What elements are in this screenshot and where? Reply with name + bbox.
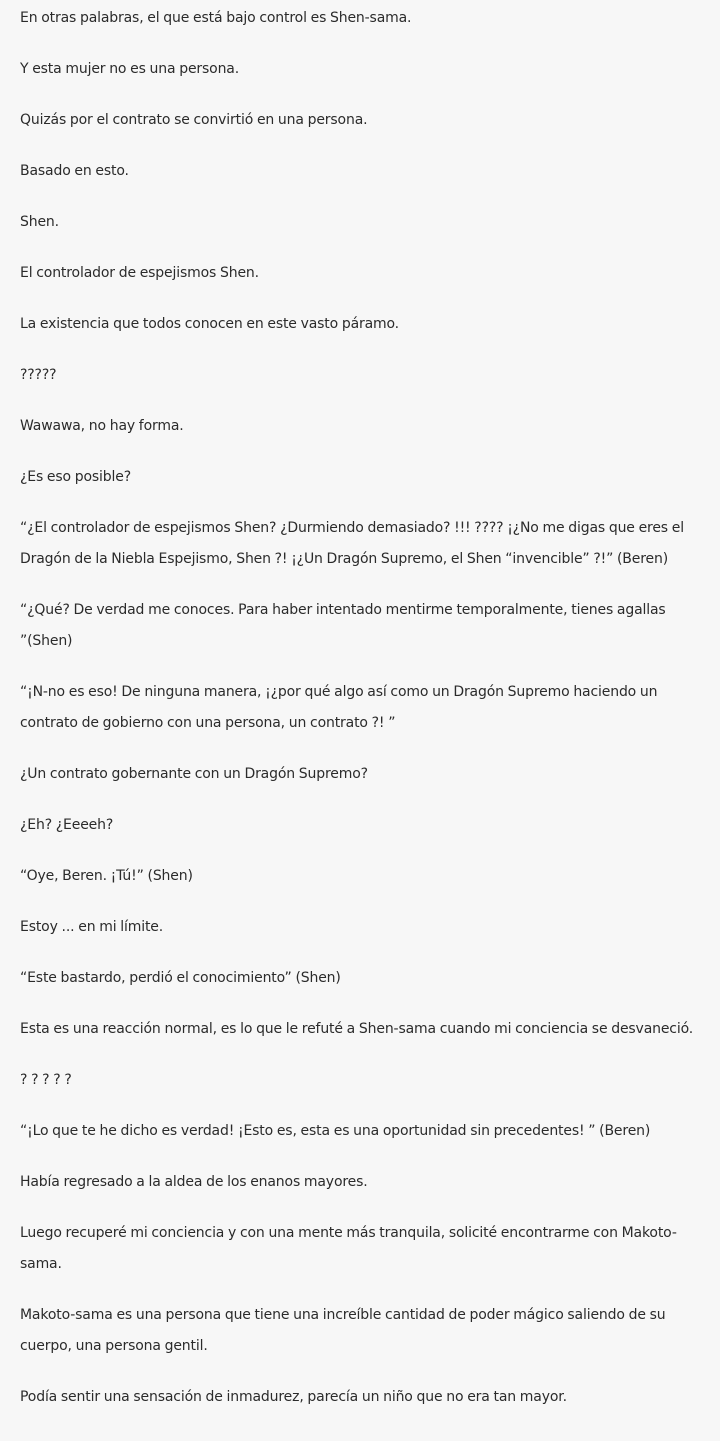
paragraph: El controlador de espejismos Shen. [20,265,259,281]
chapter-text [20,0,700,1413]
paragraph-gap [20,1198,700,1218]
paragraph: Quizás por el contrato se convirtió en una persona. [20,112,368,128]
paragraph-gap [20,892,700,912]
paragraph-gap [20,340,700,360]
paragraph-gap [20,575,700,595]
paragraph: Podía sentir una sensación de inmadurez, parecía un niño que no era tan mayor. [20,1389,567,1405]
paragraph-gap [20,187,700,207]
paragraph-gap [20,739,700,759]
paragraph: ? ? ? ? ? [20,1072,72,1088]
paragraph-gap [20,289,700,309]
paragraph-gap [20,493,700,513]
paragraph-gap [20,994,700,1014]
paragraph: ¿Eh? ¿Eeeeh? [20,817,114,833]
paragraph: “¡Lo que te he dicho es verdad! ¡Esto es, esta es una oportunidad sin precedentes! ” (Beren) [20,1123,651,1139]
paragraph: Wawawa, no hay forma. [20,418,184,434]
paragraph: Y esta mujer no es una persona. [20,61,240,77]
paragraph: Basado en esto. [20,163,129,179]
paragraph-gap [20,1045,700,1065]
paragraph-gap [20,1362,700,1382]
paragraph-gap [20,238,700,258]
paragraph: Makoto-sama es una persona que tiene una increíble cantidad de poder mágico saliendo de su cuerpo, una persona gentil. [20,1307,666,1354]
paragraph-gap [20,657,700,677]
paragraph-gap [20,34,700,54]
paragraph-gap [20,1096,700,1116]
paragraph: Shen. [20,214,59,230]
paragraph: La existencia que todos conocen en este vasto páramo. [20,316,399,332]
paragraph: Esta es una reacción normal, es lo que le refuté a Shen-sama cuando mi conciencia se desvaneció. [20,1021,694,1037]
paragraph: “¿El controlador de espejismos Shen? ¿Durmiendo demasiado? !!! ???? ¡¿No me digas que eres el Dragón de la Niebla Espejismo, Shen ?! ¡¿Un Dragón Supremo, el Shen “invencible” ?!” (Beren) [20,520,684,567]
paragraph: ¿Es eso posible? [20,469,131,485]
paragraph-gap [20,391,700,411]
paragraph: Había regresado a la aldea de los enanos mayores. [20,1174,368,1190]
paragraph-gap [20,943,700,963]
paragraph-gap [20,841,700,861]
paragraph: ????? [20,367,57,383]
paragraph-gap [20,442,700,462]
paragraph-gap [20,85,700,105]
paragraph: “¿Qué? De verdad me conoces. Para haber intentado mentirme temporalmente, tienes agallas ”(Shen) [20,602,666,649]
paragraph: “Este bastardo, perdió el conocimiento” (Shen) [20,970,341,986]
paragraph: Estoy ... en mi límite. [20,919,164,935]
paragraph-gap [20,790,700,810]
paragraph-gap [20,1280,700,1300]
paragraph: “Oye, Beren. ¡Tú!” (Shen) [20,868,193,884]
paragraph: En otras palabras, el que está bajo control es Shen-sama. [20,10,412,26]
paragraph-gap [20,136,700,156]
paragraph: ¿Un contrato gobernante con un Dragón Supremo? [20,766,368,782]
paragraph: Luego recuperé mi conciencia y con una mente más tranquila, solicité encontrarme con Makoto-sama. [20,1225,677,1272]
paragraph: “¡N-no es eso! De ninguna manera, ¡¿por qué algo así como un Dragón Supremo haciendo un contrato de gobierno con una persona, un contrato ?! ” [20,684,658,731]
paragraph-gap [20,1147,700,1167]
